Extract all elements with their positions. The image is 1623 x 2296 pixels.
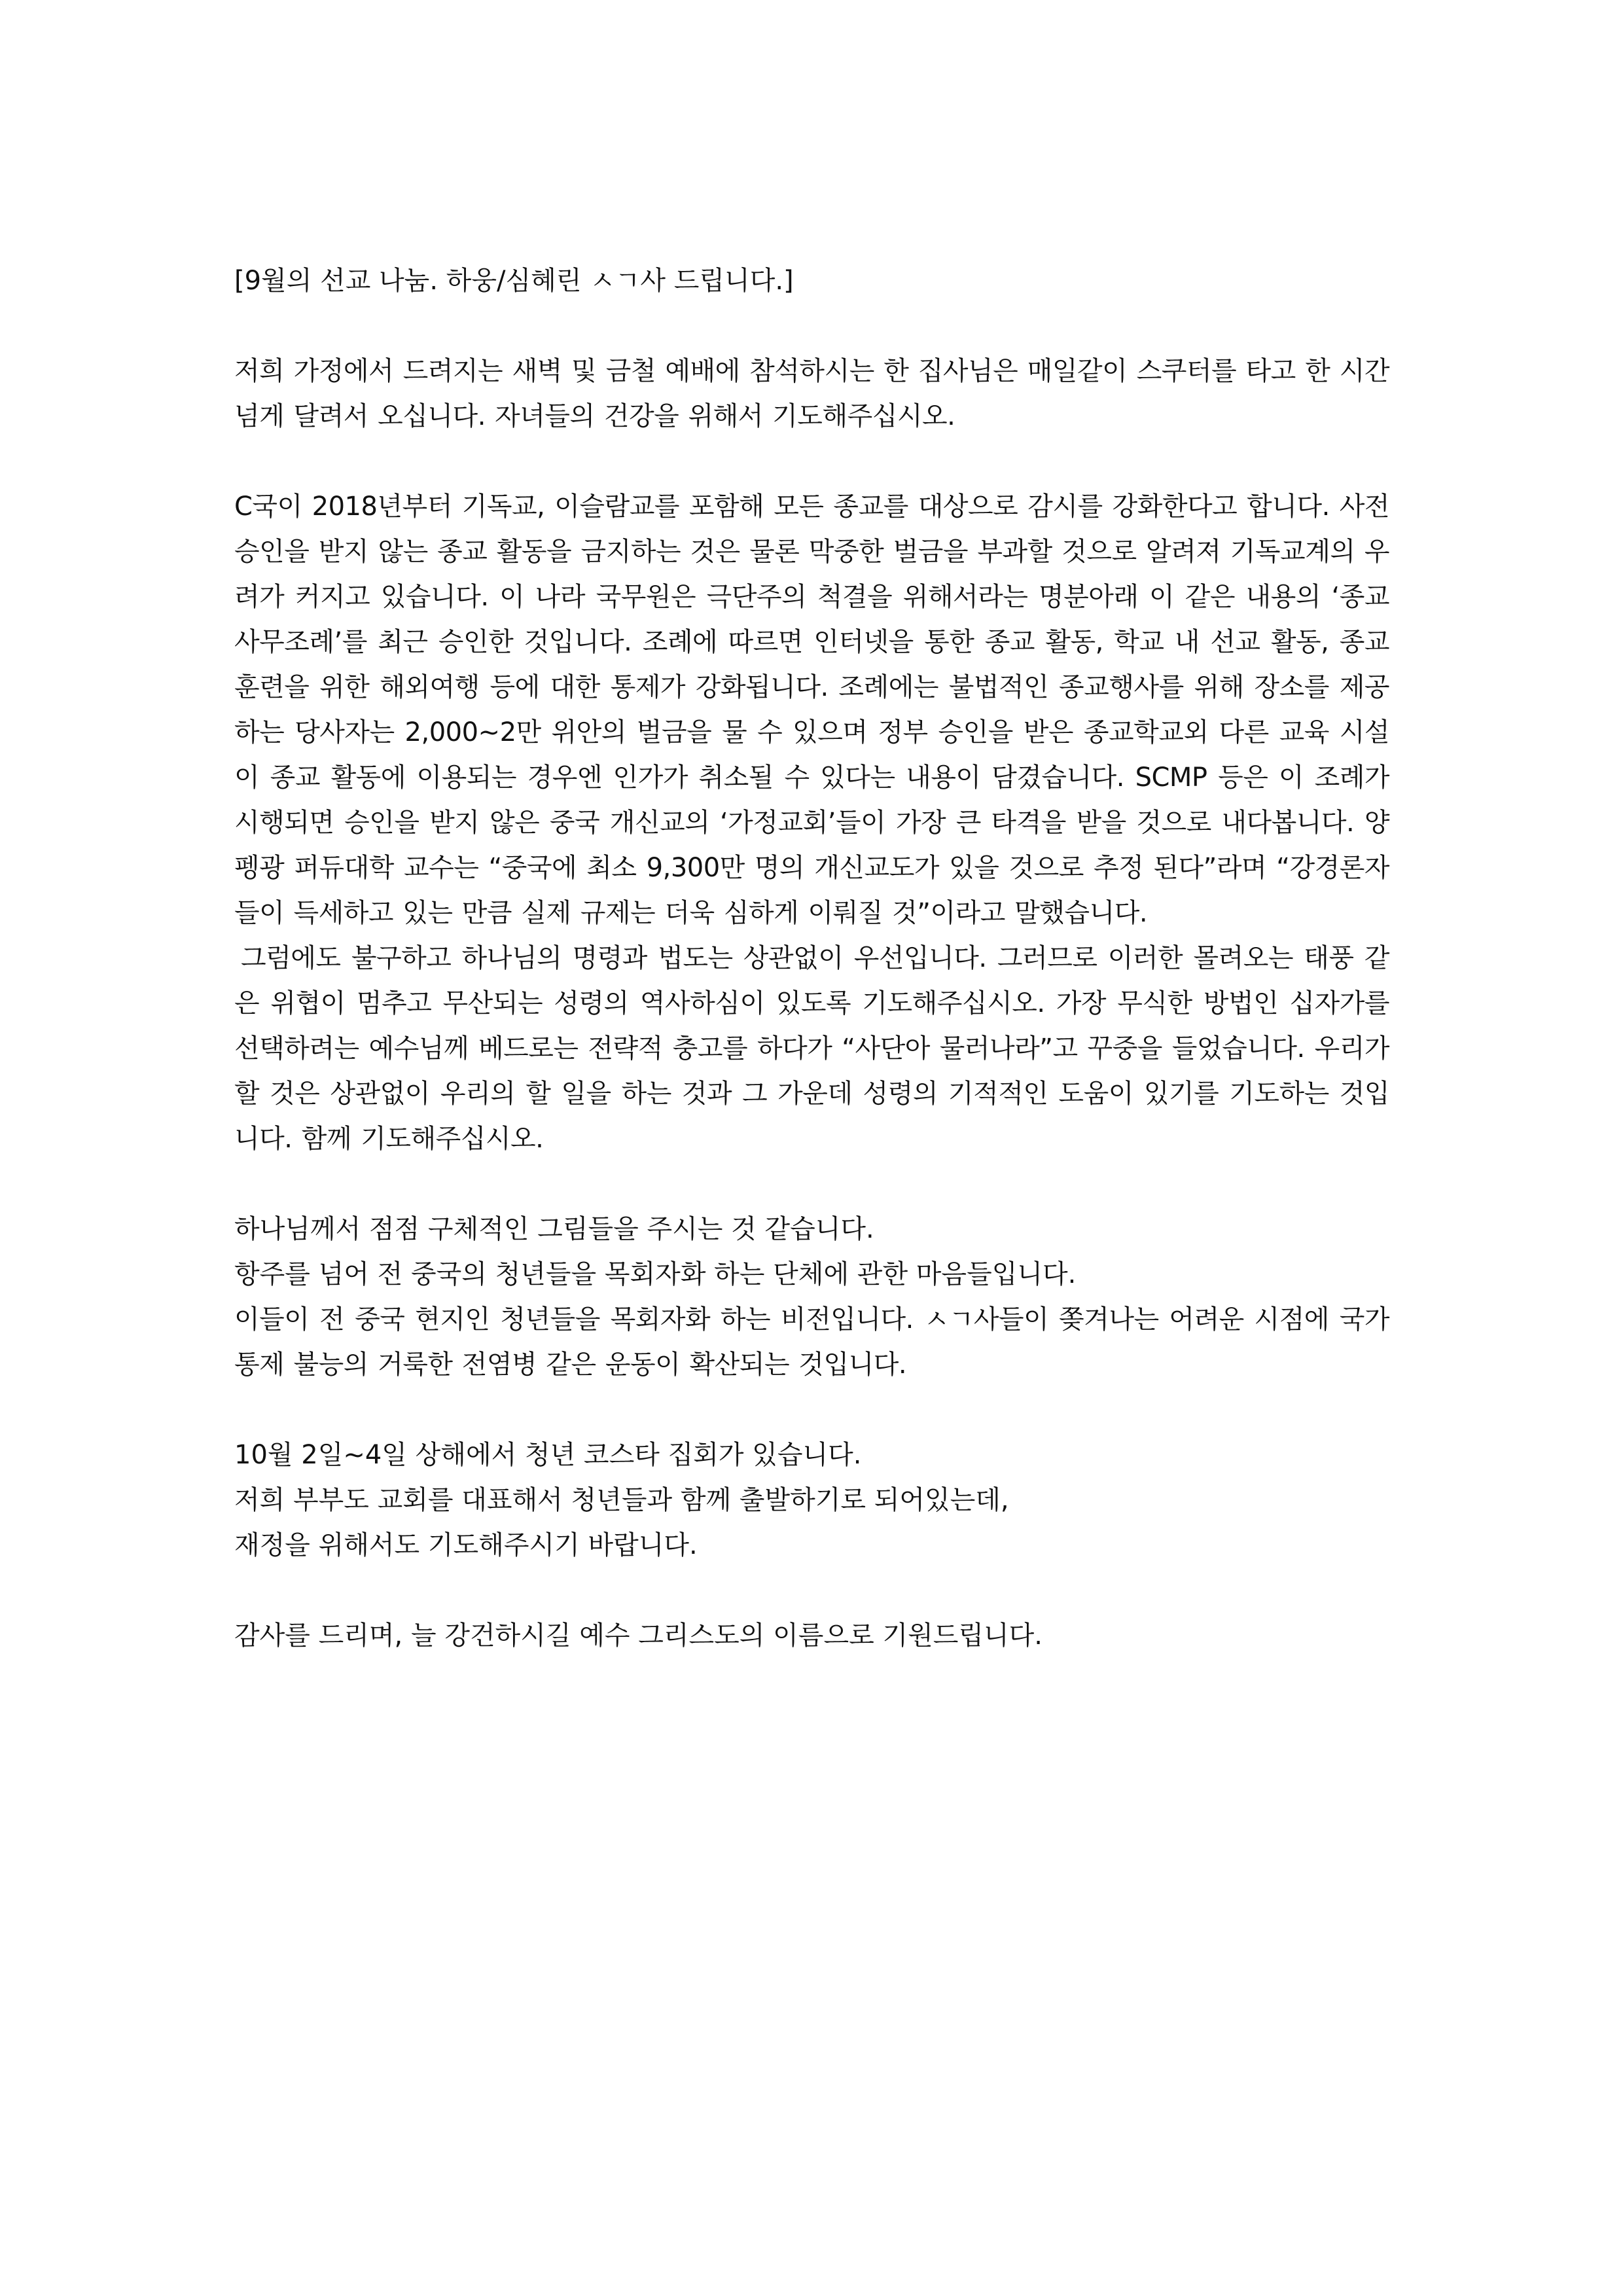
paragraph-2-block (234, 484, 1389, 1162)
paragraph-deacon: 저희 가정에서 드려지는 새벽 및 금철 예배에 참석하시는 한 집사님은 매일같이 스쿠터를 타고 한 시간 넘게 달려서 오십니다. 자녀들의 건강을 위해서 기도해주십시오. (234, 356, 1389, 431)
letter-body (234, 259, 1389, 1704)
paragraph-prayer: 그럼에도 불구하고 하나님의 명령과 법도는 상관없이 우선입니다. 그러므로 이러한 몰려오는 태풍 같은 위협이 멈추고 무산되는 성령의 역사하심이 있도록 기도해주십시오. 가장 무식한 방법인 십자가를 선택하려는 예수님께 베드로는 전략적 충고를 하다가 “사단아 물러나라”고 꾸중을 들었습니다. 우리가 할 것은 상관없이 우리의 할 일을 하는 것과 그 가운데 성령의 기적적인 도움이 있기를 기도하는 것입니다. 함께 기도해주십시오. (234, 943, 1389, 1154)
paragraph-1-block (234, 349, 1389, 439)
event-line-2: 저희 부부도 교회를 대표해서 청년들과 함께 출발하기로 되어있는데, (234, 1485, 1009, 1515)
event-block (234, 1433, 1389, 1568)
vision-line-2: 항주를 넘어 전 중국의 청년들을 목회자화 하는 단체에 관한 마음들입니다. (234, 1259, 1077, 1289)
title-block (234, 259, 1389, 304)
paragraph-regulation: C국이 2018년부터 기독교, 이슬람교를 포함해 모든 종교를 대상으로 감시를 강화한다고 합니다. 사전 승인을 받지 않는 종교 활동을 금지하는 것은 물론 막중한 벌금을 부과할 것으로 알려져 기독교계의 우려가 커지고 있습니다. 이 나라 국무원은 극단주의 척결을 위해서라는 명분아래 이 같은 내용의 ‘종교사무조례’를 최근 승인한 것입니다. 조례에 따르면 인터넷을 통한 종교 활동, 학교 내 선교 활동, 종교 훈련을 위한 해외여행 등에 대한 통제가 강화됩니다. 조례에는 불법적인 종교행사를 위해 장소를 제공하는 당사자는 2,000~2만 위안의 벌금을 물 수 있으며 정부 승인을 받은 종교학교외 다른 교육 시설이 종교 활동에 이용되는 경우엔 인가가 취소될 수 있다는 내용이 담겼습니다. SCMP 등은 이 조례가 시행되면 승인을 받지 않은 중국 개신교의 ‘가정교회’들이 가장 큰 타격을 받을 것으로 내다봅니다. 양펭광 퍼듀대학 교수는 “중국에 최소 9,300만 명의 개신교도가 있을 것으로 추정 된다”라며 “강경론자들이 득세하고 있는 만큼 실제 규제는 더욱 심하게 이뤄질 것”이라고 말했습니다. (234, 492, 1389, 928)
vision-block (234, 1207, 1389, 1388)
event-line-3: 재정을 위해서도 기도해주시기 바랍니다. (234, 1530, 698, 1560)
vision-line-1: 하나님께서 점점 구체적인 그림들을 주시는 것 같습니다. (234, 1214, 874, 1244)
closing-line: 감사를 드리며, 늘 강건하시길 예수 그리스도의 이름으로 기원드립니다. (234, 1621, 1043, 1651)
closing-block (234, 1613, 1389, 1659)
event-line-1: 10월 2일~4일 상해에서 청년 코스타 집회가 있습니다. (234, 1440, 862, 1470)
letter-title: [9월의 선교 나눔. 하웅/심혜린 ㅅㄱ사 드립니다.] (234, 266, 794, 296)
vision-paragraph: 이들이 전 중국 현지인 청년들을 목회자화 하는 비전입니다. ㅅㄱ사들이 쫒겨나는 어려운 시점에 국가 통제 불능의 거룩한 전염병 같은 운동이 확산되는 것입니다. (234, 1304, 1389, 1380)
